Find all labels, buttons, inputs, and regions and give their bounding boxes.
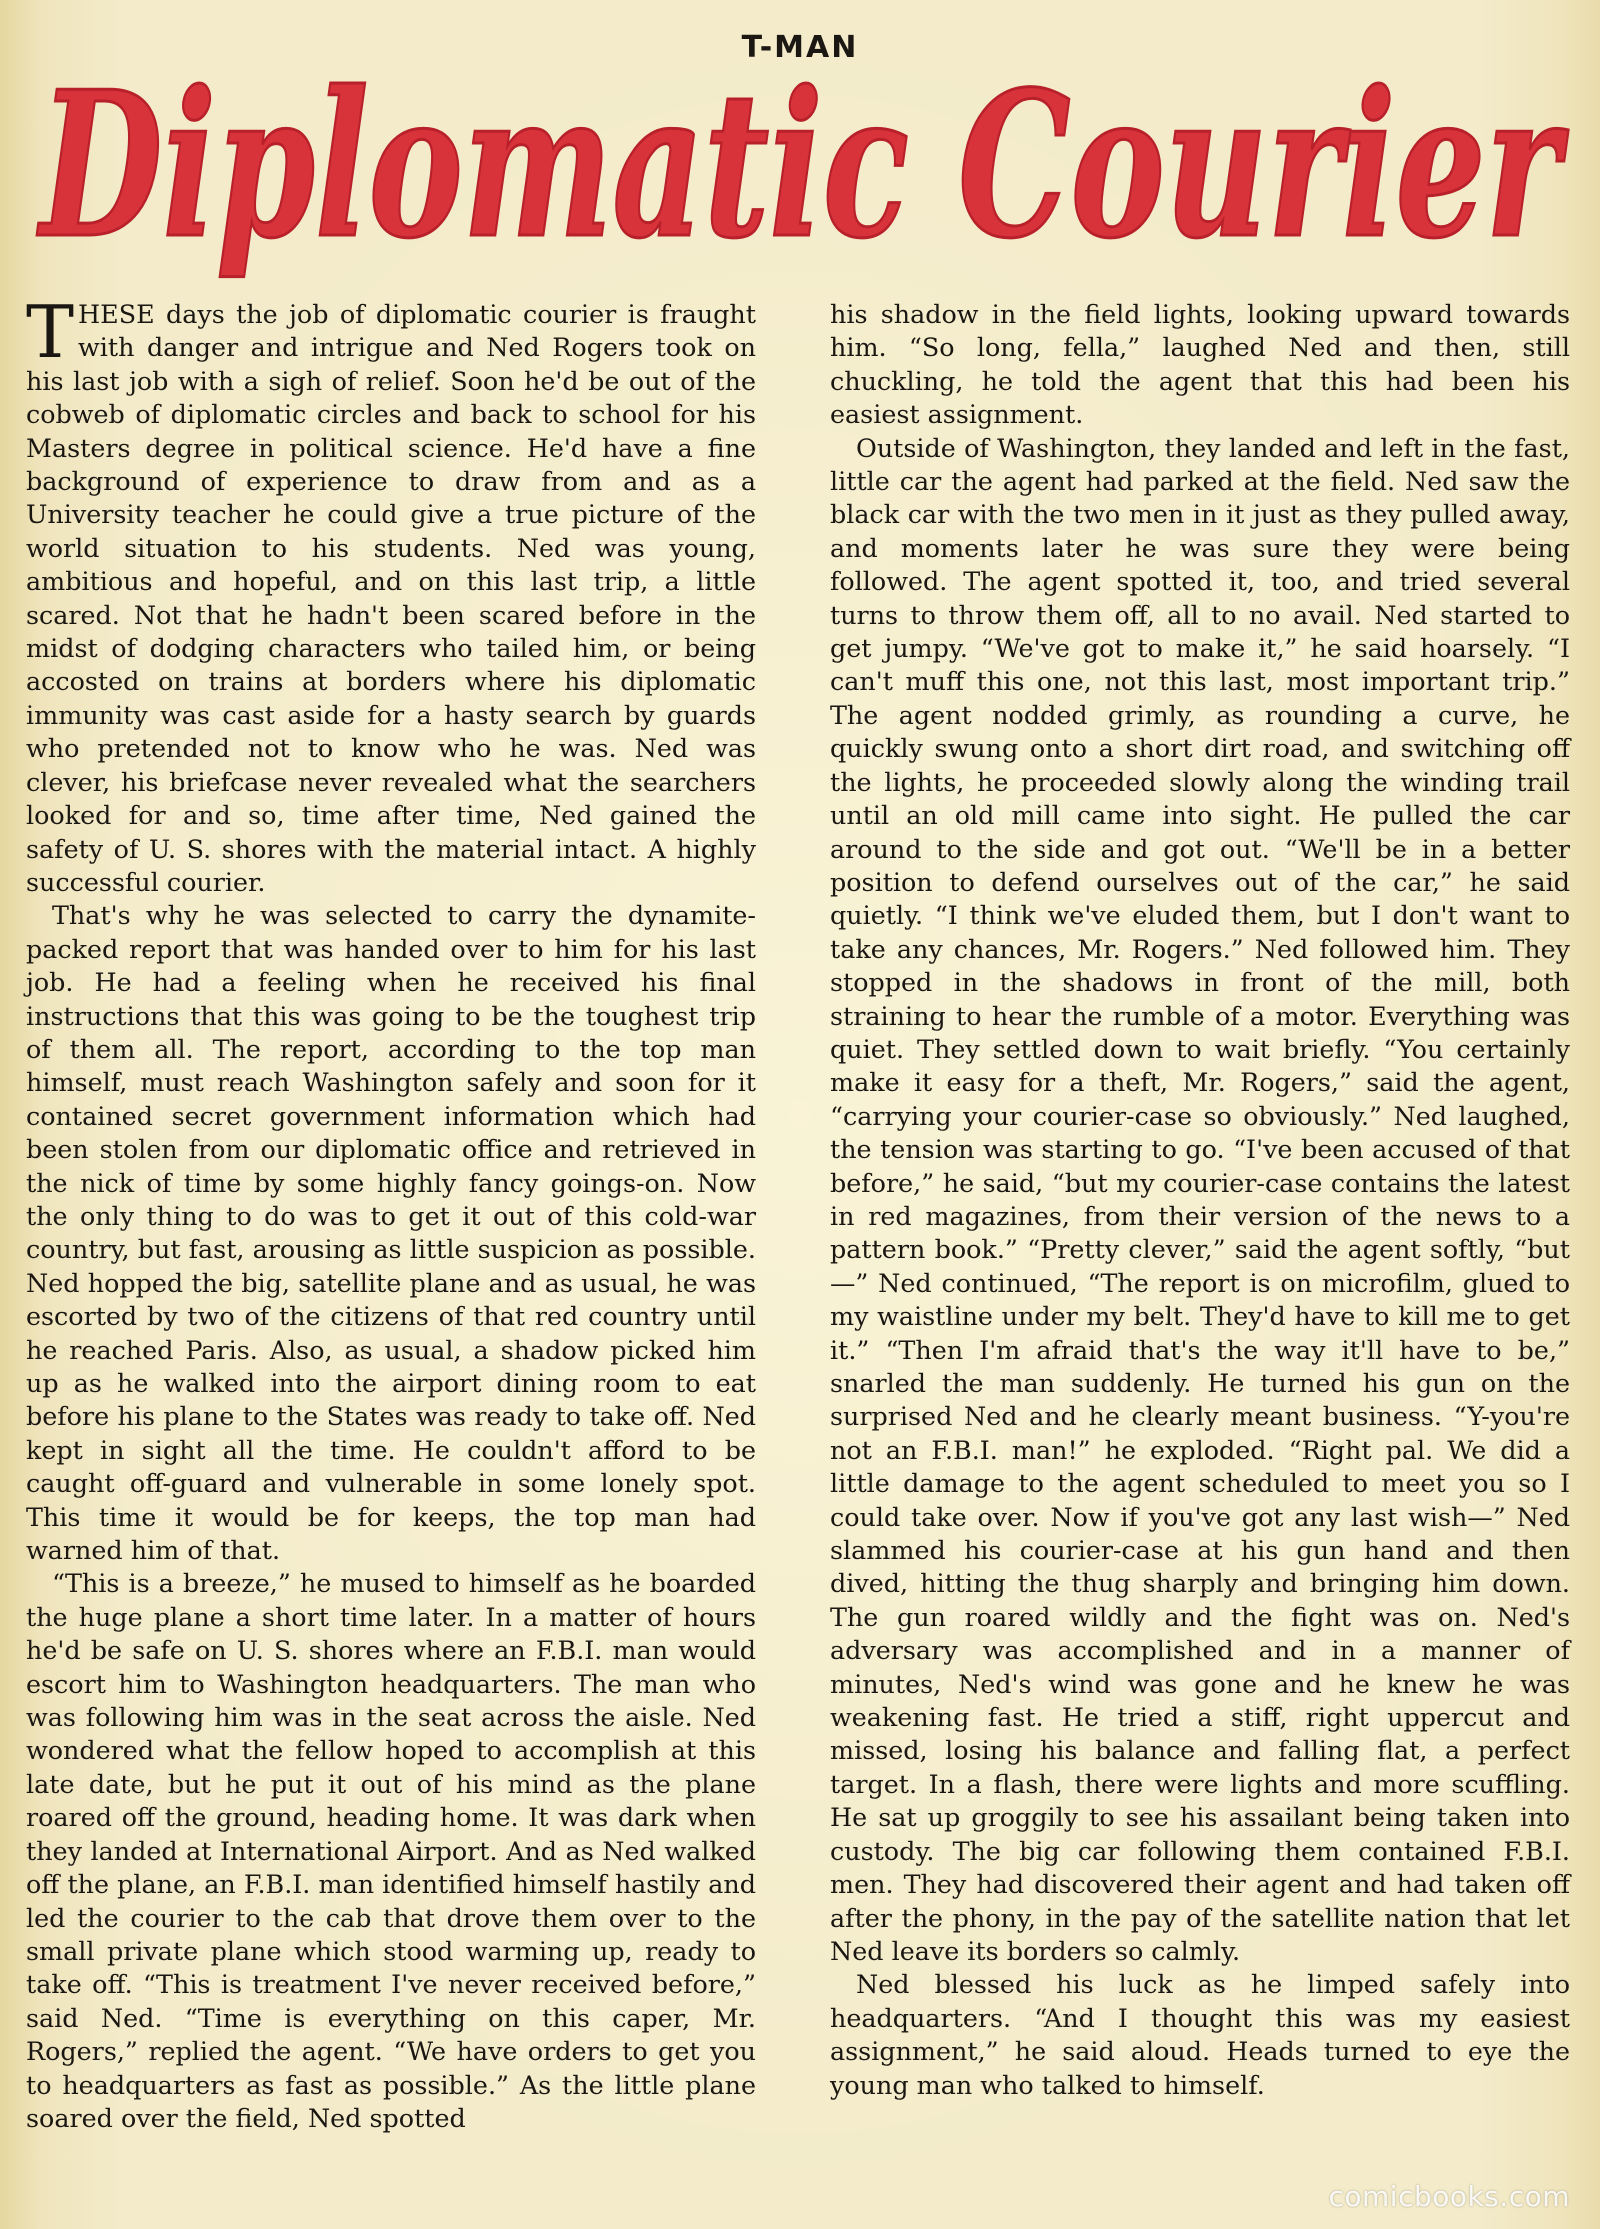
left-column <box>26 290 756 2135</box>
story-title-text: Diplomatic Courier <box>36 50 1569 280</box>
paragraph-5: Ned blessed his luck as he limped safely into headquarters. “And I thought this was my easiest assignment,” he said aloud. Heads turned to eye the young man who talked to himself. <box>830 1969 1570 2100</box>
paragraph-2: That's why he was selected to carry the dynamite-packed report that was handed over to him for his last job. He had a feeling when he received his final instructions that this was going to be the toughest trip of them all. The report, according to the top man himself, must reach Washington safely and soon for it contained secret government information which had been stolen from our diplomatic office and retrieved in the nick of time by some highly fancy goings-on. Now the only thing to do was to get it out of this cold-war country, but fast, arousing as little suspicion as possible. Ned hopped the big, satellite plane and as usual, he was escorted by two of the citizens of that red country until he reached Paris. Also, as usual, a shadow picked him up as he walked into the airport dining room to eat before his plane to the States was ready to take off. Ned kept in sight all the time. He couldn't afford to be caught off-guard and vulnerable in some lonely spot. This time it would be for keeps, the top man had warned him of that. <box>26 900 756 1566</box>
right-column <box>830 298 1570 2102</box>
running-header: T-MAN <box>741 30 859 65</box>
paragraph-3: “This is a breeze,” he mused to himself as he boarded the huge plane a short time later. In a matter of hours he'd be safe on U. S. shores where an F.B.I. man would escort him to Washington headquarters. The man who was following him was in the seat across the aisle. Ned wondered what the fellow hoped to accomplish at this late date, but he put it out of his mind as the plane roared off the ground, heading home. It was dark when they landed at International Airport. And as Ned walked off the plane, an F.B.I. man identified himself hastily and led the courier to the cab that drove them over to the small private plane which stood warming up, ready to take off. “This is treatment I've never received before,” said Ned. “Time is everything on this caper, Mr. Rogers,” replied the agent. “We have orders to get you to headquarters as fast as possible.” As the little plane soared over the field, Ned spotted <box>26 1568 756 2133</box>
paragraph-4: Outside of Washington, they landed and left in the fast, little car the agent had parked at the field. Ned saw the black car with the two men in it just as they pulled away, and moments later he was sure they were being followed. The agent spotted it, too, and tried several turns to throw them off, all to no avail. Ned started to get jumpy. “We've got to make it,” he said hoarsely. “I can't muff this one, not this last, most important trip.” The agent nodded grimly, as rounding a curve, he quickly swung onto a short dirt road, and switching off the lights, he proceeded slowly along the winding trail until an old mill came into sight. He pulled the car around to the side and got out. “We'll be in a better position to defend ourselves out of the car,” he said quietly. “I think we've eluded them, but I don't want to take any chances, Mr. Rogers.” Ned followed him. They stopped in the shadows in front of the mill, both straining to hear the rumble of a motor. Everything was quiet. They settled down to wait briefly. “You certainly make it easy for a theft, Mr. Rogers,” said the agent, “carrying your courier-case so obviously.” Ned laughed, the tension was starting to go. “I've been accused of that before,” he said, “but my courier-case contains the latest in red magazines, from their version of the news to a pattern book.” “Pretty clever,” said the agent softly, “but—” Ned continued, “The report is on microfilm, glued to my waistline under my belt. They'd have to kill me to get it.” “Then I'm afraid that's the way it'll have to be,” snarled the man suddenly. He turned his gun on the surprised Ned and he clearly meant business. “Y-you're not an F.B.I. man!” he exploded. “Right pal. We did a little damage to the agent scheduled to meet you so I could take over. Now if you've got any last wish—” Ned slammed his courier-case at his gun hand and then dived, hitting the thug sharply and bringing him down. The gun roared wildly and the fight was on. Ned's adversary was accomplished and in a manner of minutes, Ned's wind was gone and he knew he was weakening fast. He tried a stiff, right uppercut and missed, losing his balance and falling flat, a perfect target. In a flash, there were lights and more scuffling. He sat up groggily to see his assailant being taken into custody. The big car following them contained F.B.I. men. They had discovered their agent and had taken off after the phony, in the pay of the satellite nation that let Ned leave its borders so calmly. <box>830 432 1570 1966</box>
paragraph-1 <box>26 290 756 899</box>
paragraph-3-continued: his shadow in the field lights, looking upward towards him. “So long, fella,” laughed Ned and then, still chuckling, he told the agent that this had been his easiest assignment. <box>830 299 1570 430</box>
drop-cap: T <box>26 290 75 374</box>
story-title <box>20 50 1580 280</box>
paragraph-1-text: HESE days the job of diplomatic courier is fraught with danger and intrigue and Ned Rogers took on his last job with a sigh of relief. Soon he'd be out of the cobweb of diplomatic circles and back to school for his Masters degree in political science. He'd have a fine background of experience to draw from and as a University teacher he could give a true picture of the world situation to his students. Ned was young, ambitious and hopeful, and on this last trip, a little scared. Not that he hadn't been scared before in the midst of dodging characters who tailed him, or being accosted on trains at borders where his diplomatic immunity was cast aside for a hasty search by guards who pretended not to know who he was. Ned was clever, his briefcase never revealed what the searchers looked for and so, time after time, Ned gained the safety of U. S. shores with the material intact. A highly successful courier. <box>26 299 756 897</box>
story-title-art <box>20 50 1580 280</box>
site-watermark: comicbooks.com <box>1328 2180 1570 2213</box>
